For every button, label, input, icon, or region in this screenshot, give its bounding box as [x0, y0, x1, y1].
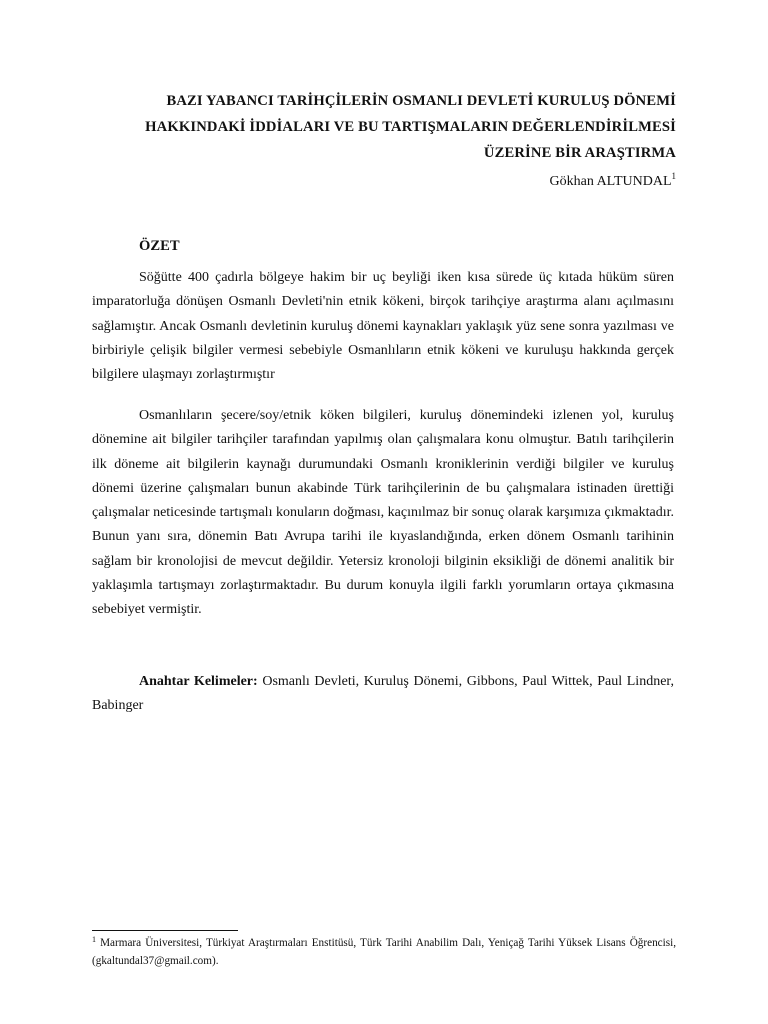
- abstract-heading: ÖZET: [139, 238, 180, 254]
- title-line-1: BAZI YABANCI TARİHÇİLERİN OSMANLI DEVLETİ KURULUŞ DÖNEMİ: [166, 93, 676, 109]
- paper-title: [90, 88, 676, 166]
- abstract-paragraph-1: Söğütte 400 çadırla bölgeye hakim bir uç beyliği iken kısa sürede üç kıtada hüküm süren imparatorluğa dönüşen Osmanlı Devleti'nin etnik kökeni, birçok tarihçiye araştırma alanı açılmasını sağlamıştır. Ancak Osmanlı devletinin kuruluş dönemi kaynakları yaklaşık yüz sene sonra yazılması ve birbiriyle çelişik bilgiler vermesi sebebiyle Osmanlıların etnik kökeni ve kuruluşu hakkında gerçek bilgilere ulaşmayı zorlaştırmıştır: [92, 270, 674, 383]
- footnote: [92, 934, 676, 970]
- footnote-text: Marmara Üniversitesi, Türkiyat Araştırmaları Enstitüsü, Türk Tarihi Anabilim Dalı, Yeniçağ Tarihi Yüksek Lisans Öğrencisi, (gkaltundal37@gmail.com).: [92, 937, 677, 967]
- author-line: [550, 172, 676, 192]
- abstract-paragraph-2: Osmanlıların şecere/soy/etnik köken bilgileri, kuruluş dönemindeki izlenen yol, kuruluş dönemine ait bilgiler tarihçiler tarafından yapılmış olan çalışmalara konu olmuştur. Batılı tarihçilerin ilk döneme ait bilgilerin kaynağı durumundaki Osmanlı kroniklerinin verdiği bilgiler ve kuruluş dönemi üzerine çalışmaları bunun akabinde Türk tarihçilerinin de bu çalışmalara istinaden ürettiği çalışmalar neticesinde tartışmalı konuların doğması, kaçınılmaz bir sonuç olarak karşımıza çıkmaktadır. Bunun yanı sıra, dönemin Batı Avrupa tarihi ile kıyaslandığında, erken dönem Osmanlı tarihinin sağlam bir kronolojisi de mevcut değildir. Yetersiz kronoloji bilginin eksikliği de dönemi analitik bir yaklaşımla tartışmayı zorlaştırmaktadır. Bu durum konuyla ilgili farklı yorumların ortaya çıkmasına sebebiyet vermiştir.: [92, 408, 674, 618]
- keywords-paragraph: [92, 670, 674, 719]
- title-line-3: ÜZERİNE BİR ARAŞTIRMA: [483, 145, 676, 161]
- keywords-text: Osmanlı Devleti, Kuruluş Dönemi, Gibbons, Paul Wittek, Paul Lindner, Babinger: [92, 674, 675, 714]
- keywords-label: Anahtar Kelimeler:: [139, 674, 258, 689]
- footnote-mark: 1: [92, 935, 96, 944]
- author-name: Gökhan ALTUNDAL: [549, 174, 672, 189]
- footnote-divider: [92, 930, 238, 931]
- author-footnote-mark: 1: [671, 171, 676, 181]
- title-line-2: HAKKINDAKİ İDDİALARI VE BU TARTIŞMALARIN DEĞERLENDİRİLMESİ: [145, 119, 676, 135]
